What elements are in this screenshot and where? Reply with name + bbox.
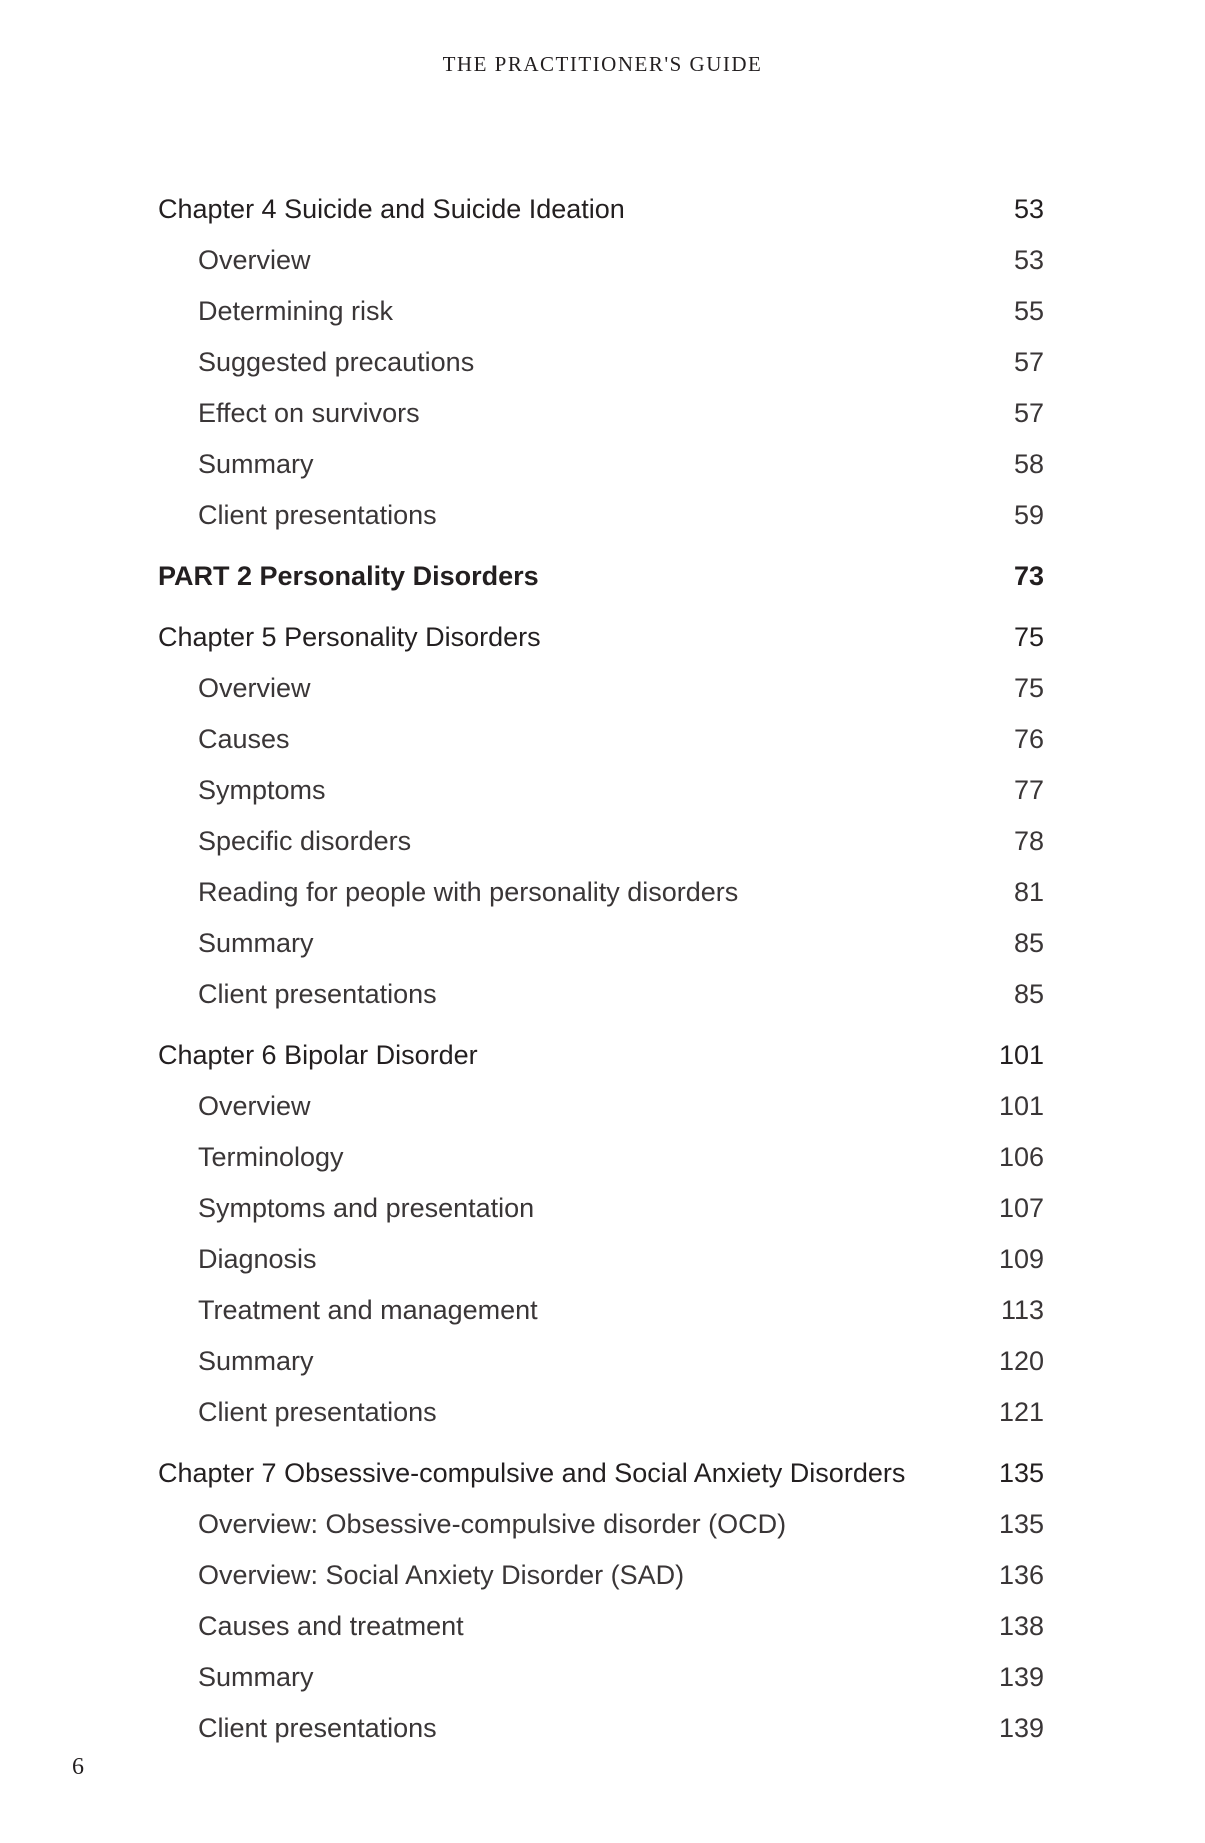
toc-entry-title: Overview — [198, 1091, 311, 1121]
toc-entry-title: Terminology — [198, 1142, 344, 1172]
toc-entry — [158, 1234, 1044, 1285]
toc-entry-page: 107 — [998, 1193, 1044, 1223]
toc-entry-page: 136 — [998, 1560, 1044, 1590]
toc-entry — [158, 816, 1044, 867]
toc-chapter-heading — [158, 1448, 1044, 1499]
toc-heading-page: 135 — [998, 1458, 1044, 1488]
toc-entry — [158, 1336, 1044, 1387]
toc-entry-page: 85 — [1013, 979, 1044, 1009]
toc-heading-title: Chapter 4 Suicide and Suicide Ideation — [158, 194, 625, 224]
toc-entry — [158, 969, 1044, 1020]
toc-heading-page: 75 — [1013, 622, 1044, 652]
toc-entry-title: Overview: Social Anxiety Disorder (SAD) — [198, 1560, 685, 1590]
toc-entry — [158, 1132, 1044, 1183]
toc-entry-page: 139 — [998, 1713, 1044, 1743]
toc-entry-title: Symptoms and presentation — [198, 1193, 535, 1223]
toc-entry — [158, 1285, 1044, 1336]
toc-entry — [158, 918, 1044, 969]
toc-entry — [158, 439, 1044, 490]
toc-entry — [158, 714, 1044, 765]
toc-entry — [158, 1081, 1044, 1132]
toc-entry-title: Effect on survivors — [198, 398, 420, 428]
toc-entry-page: 55 — [1013, 296, 1044, 326]
toc-entry-title: Summary — [198, 1662, 314, 1692]
toc-chapter-group — [158, 612, 1044, 1020]
toc-entry-page: 59 — [1013, 500, 1044, 530]
toc-entry-page: 57 — [1013, 398, 1044, 428]
toc-entry-title: Specific disorders — [198, 826, 412, 856]
toc-entry — [158, 490, 1044, 541]
toc-entry-page: 109 — [998, 1244, 1044, 1274]
running-head: THE PRACTITIONER'S GUIDE — [442, 52, 763, 76]
toc-entry-page: 58 — [1013, 449, 1044, 479]
toc-heading-page: 53 — [1013, 194, 1044, 224]
toc-entry-page: 138 — [998, 1611, 1044, 1641]
page-number: 6 — [72, 1754, 84, 1780]
toc-entry-page: 85 — [1013, 928, 1044, 958]
toc-entry-title: Diagnosis — [198, 1244, 317, 1274]
toc-entry — [158, 663, 1044, 714]
toc-heading-title: Chapter 6 Bipolar Disorder — [158, 1040, 478, 1070]
toc-chapter-group — [158, 1030, 1044, 1438]
toc-entry-title: Overview: Obsessive-compulsive disorder (OCD) — [198, 1509, 787, 1539]
toc-entry — [158, 235, 1044, 286]
toc-entry-page: 121 — [998, 1397, 1044, 1427]
table-of-contents — [158, 184, 1044, 1754]
toc-entry — [158, 1550, 1044, 1601]
toc-entry-page: 113 — [1000, 1295, 1044, 1325]
toc-entry-title: Overview — [198, 673, 311, 703]
toc-entry-title: Summary — [198, 928, 314, 958]
toc-part-heading — [158, 551, 1044, 602]
toc-entry — [158, 337, 1044, 388]
toc-entry-title: Reading for people with personality disorders — [198, 877, 739, 907]
toc-entry-title: Client presentations — [198, 500, 437, 530]
toc-entry-page: 139 — [998, 1662, 1044, 1692]
toc-entry — [158, 388, 1044, 439]
toc-entry-title: Determining risk — [198, 296, 394, 326]
toc-entry — [158, 1183, 1044, 1234]
toc-entry-page: 106 — [998, 1142, 1044, 1172]
toc-entry-page: 120 — [998, 1346, 1044, 1376]
toc-entry-title: Suggested precautions — [198, 347, 475, 377]
toc-entry-page: 57 — [1013, 347, 1044, 377]
toc-heading-title: Chapter 7 Obsessive-compulsive and Social Anxiety Disorders — [158, 1458, 906, 1488]
toc-entry-page: 77 — [1013, 775, 1044, 805]
toc-entry-page: 81 — [1013, 877, 1044, 907]
toc-entry-title: Summary — [198, 1346, 314, 1376]
toc-entry-page: 53 — [1013, 245, 1044, 275]
toc-entry — [158, 286, 1044, 337]
toc-heading-page: 101 — [998, 1040, 1044, 1070]
toc-entry-title: Treatment and management — [198, 1295, 538, 1325]
toc-entry-title: Client presentations — [198, 1397, 437, 1427]
toc-heading-title: PART 2 Personality Disorders — [158, 561, 539, 591]
toc-entry-title: Overview — [198, 245, 311, 275]
toc-entry-title: Symptoms — [198, 775, 326, 805]
toc-entry — [158, 1387, 1044, 1438]
toc-heading-title: Chapter 5 Personality Disorders — [158, 622, 541, 652]
toc-chapter-group — [158, 184, 1044, 541]
toc-entry-title: Causes — [198, 724, 290, 754]
toc-chapter-heading — [158, 184, 1044, 235]
toc-entry-page: 135 — [998, 1509, 1044, 1539]
toc-chapter-heading — [158, 1030, 1044, 1081]
toc-entry — [158, 1601, 1044, 1652]
toc-entry — [158, 1652, 1044, 1703]
toc-entry-page: 76 — [1013, 724, 1044, 754]
toc-entry — [158, 867, 1044, 918]
toc-chapter-group — [158, 1448, 1044, 1754]
toc-entry-page: 75 — [1013, 673, 1044, 703]
toc-entry-page: 101 — [998, 1091, 1044, 1121]
toc-heading-page: 73 — [1013, 561, 1044, 591]
toc-entry-title: Client presentations — [198, 1713, 437, 1743]
toc-entry-title: Summary — [198, 449, 314, 479]
toc-entry-title: Client presentations — [198, 979, 437, 1009]
toc-entry — [158, 1703, 1044, 1754]
toc-entry-title: Causes and treatment — [198, 1611, 464, 1641]
toc-entry — [158, 765, 1044, 816]
toc-chapter-heading — [158, 612, 1044, 663]
toc-part — [158, 551, 1044, 602]
toc-entry — [158, 1499, 1044, 1550]
toc-entry-page: 78 — [1013, 826, 1044, 856]
